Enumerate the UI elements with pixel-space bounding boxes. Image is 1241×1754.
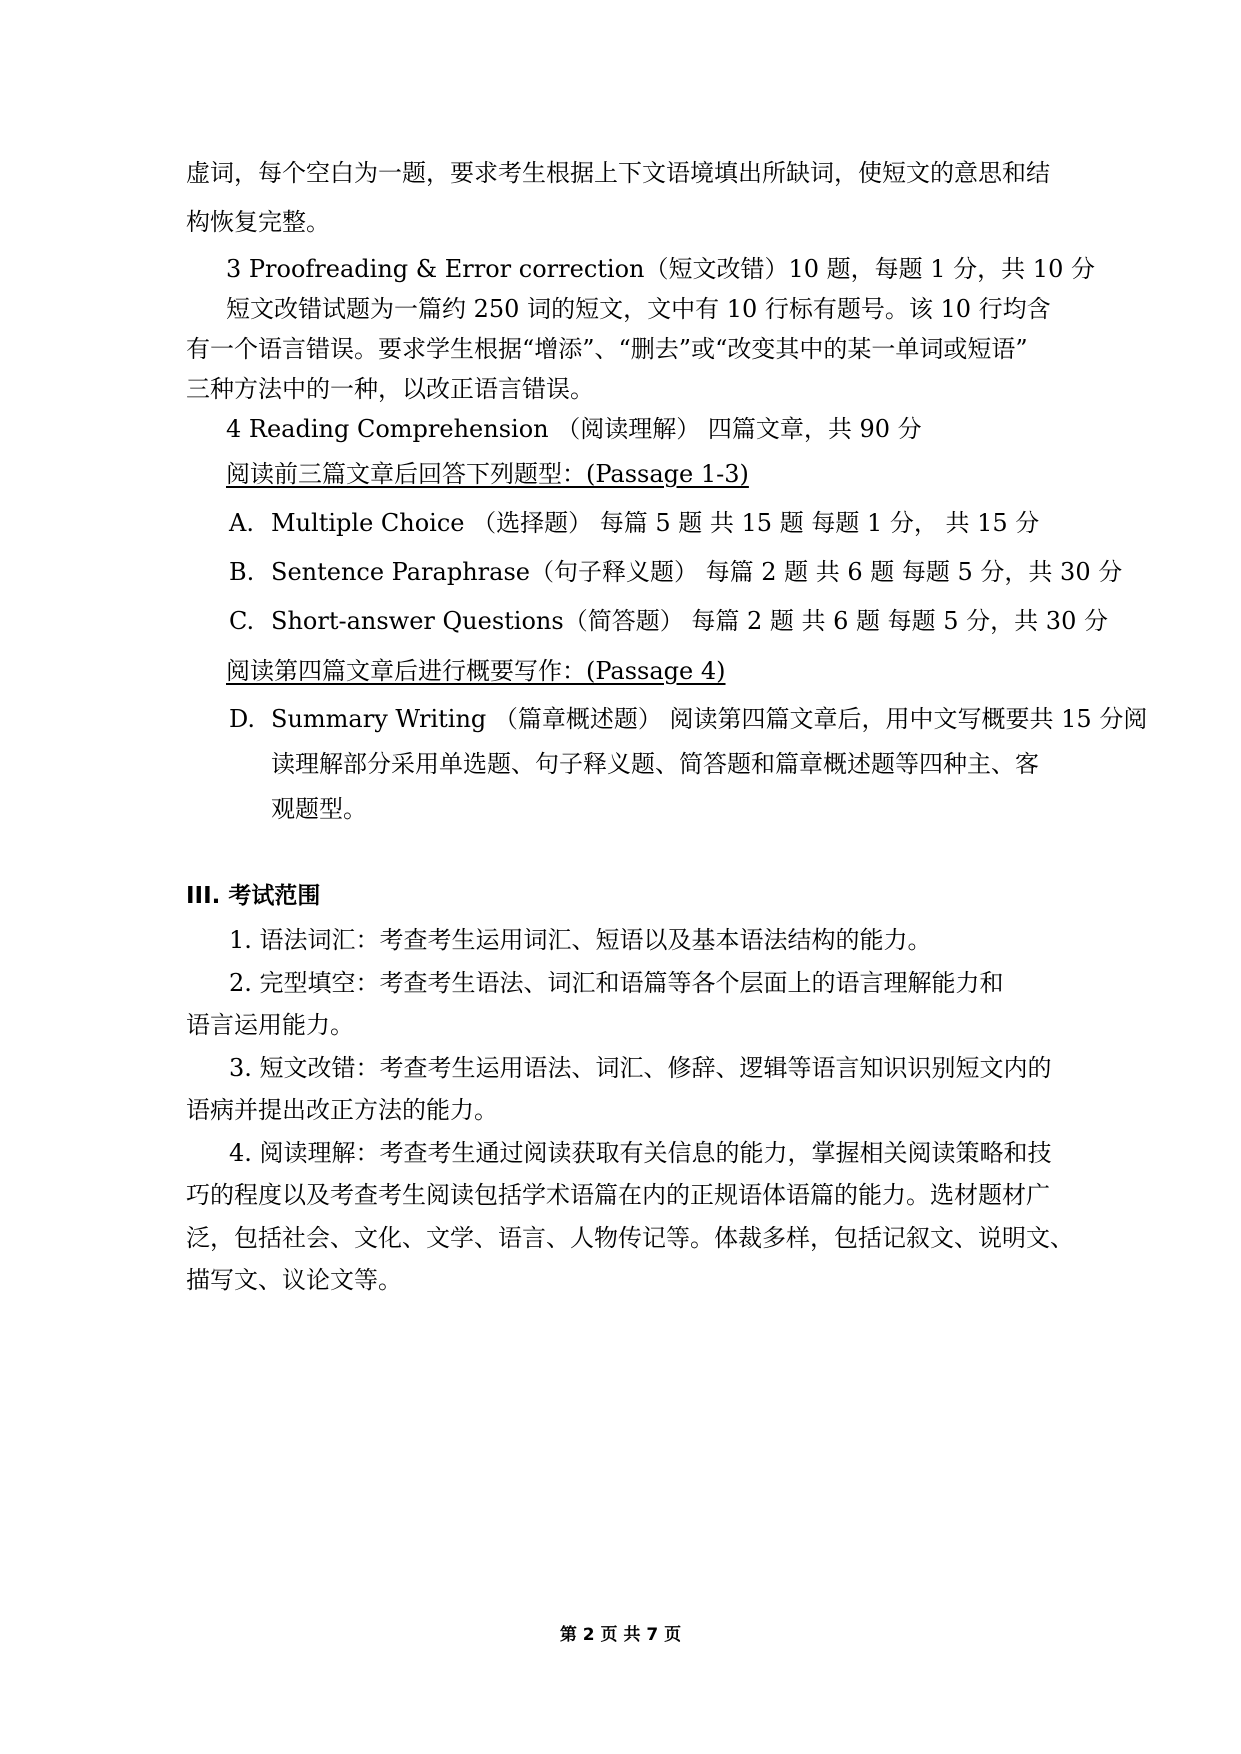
list-item-b — [229, 556, 1122, 588]
text-line: 有一个语言错误。要求学生根据“增添”、“删去”或“改变其中的某一单词或短语” — [186, 335, 1028, 363]
list-label: D. — [229, 705, 256, 733]
list-text: Sentence Paraphrase（句子释义题） 每篇 2 题 共 6 题 每题 5 分，共 30 分 — [271, 558, 1123, 586]
text-line: 三种方法中的一种，以改正语言错误。 — [186, 375, 594, 403]
list-item-c — [229, 605, 1108, 637]
section-heading-iii: III. 考试范围 — [186, 883, 321, 909]
text-line: 4. 阅读理解：考查考生通过阅读获取有关信息的能力，掌握相关阅读策略和技 — [229, 1139, 1052, 1167]
text-line: 短文改错试题为一篇约 250 词的短文，文中有 10 行标有题号。该 10 行均含 — [226, 295, 1051, 323]
section-3-title: 3 Proofreading & Error correction（短文改错）10 题，每题 1 分，共 10 分 — [226, 255, 1095, 283]
subheading-passage-4: 阅读第四篇文章后进行概要写作：(Passage 4) — [226, 657, 726, 685]
list-text: Multiple Choice （选择题） 每篇 5 题 共 15 题 每题 1 分， 共 15 分 — [271, 509, 1040, 537]
list-text: Summary Writing （篇章概述题） 阅读第四篇文章后，用中文写概要共 15 分阅 — [271, 705, 1148, 733]
list-text: Short-answer Questions（简答题） 每篇 2 题 共 6 题 每题 5 分，共 30 分 — [271, 607, 1108, 635]
subheading-passage-1-3: 阅读前三篇文章后回答下列题型：(Passage 1-3) — [226, 460, 749, 488]
text-line: 观题型。 — [271, 795, 367, 823]
list-label: C. — [229, 607, 255, 635]
text-line: 描写文、议论文等。 — [186, 1266, 402, 1294]
text-line: 泛，包括社会、文化、文学、语言、人物传记等。体裁多样，包括记叙文、说明文、 — [186, 1224, 1074, 1252]
text-line: 1. 语法词汇：考查考生运用词汇、短语以及基本语法结构的能力。 — [229, 926, 932, 954]
text-line: 构恢复完整。 — [186, 208, 330, 236]
list-item-d — [229, 703, 1147, 735]
text-line: 语言运用能力。 — [186, 1011, 354, 1039]
text-line: 3. 短文改错：考查考生运用语法、词汇、修辞、逻辑等语言知识识别短文内的 — [229, 1054, 1052, 1082]
text-line: 巧的程度以及考查考生阅读包括学术语篇在内的正规语体语篇的能力。选材题材广 — [186, 1181, 1050, 1209]
list-label: A. — [229, 509, 254, 537]
text-line: 语病并提出改正方法的能力。 — [186, 1096, 498, 1124]
text-line: 读理解部分采用单选题、句子释义题、简答题和篇章概述题等四种主、客 — [271, 750, 1039, 778]
text-line: 虚词，每个空白为一题，要求考生根据上下文语境填出所缺词，使短文的意思和结 — [186, 159, 1050, 187]
list-item-a — [229, 507, 1039, 539]
list-label: B. — [229, 558, 255, 586]
text-line: 2. 完型填空：考查考生语法、词汇和语篇等各个层面上的语言理解能力和 — [229, 969, 1004, 997]
section-4-title: 4 Reading Comprehension （阅读理解） 四篇文章，共 90 分 — [226, 415, 922, 443]
page-number: 第 2 页 共 7 页 — [559, 1625, 682, 1645]
